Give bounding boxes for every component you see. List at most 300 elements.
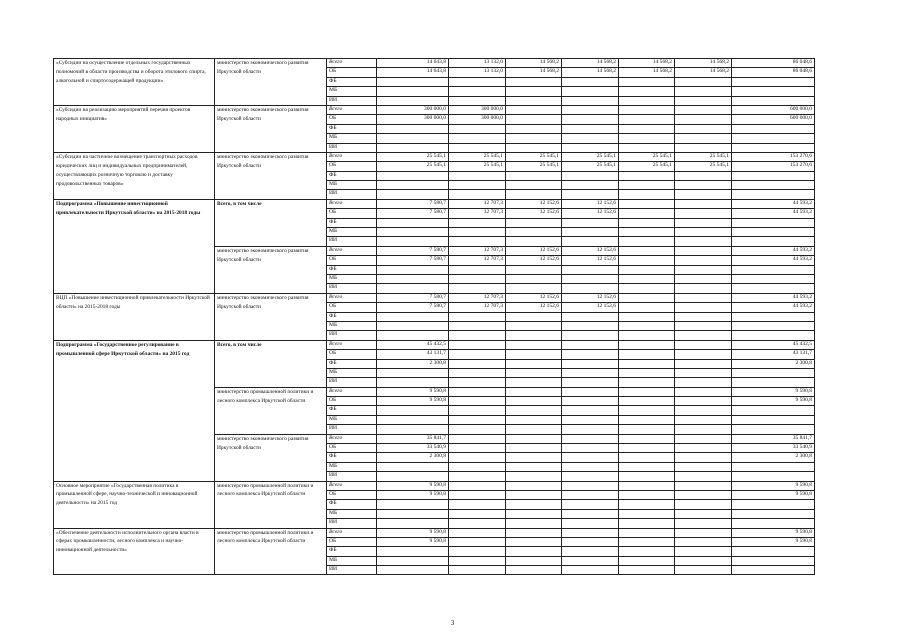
value-cell bbox=[619, 490, 675, 499]
source-type-cell: ОБ bbox=[327, 444, 377, 453]
value-cell bbox=[562, 566, 619, 575]
source-type-cell: ФБ bbox=[327, 312, 377, 321]
value-cell: 14 568,2 bbox=[562, 59, 619, 68]
total-cell bbox=[732, 547, 815, 556]
value-cell bbox=[562, 190, 619, 199]
value-cell bbox=[562, 378, 619, 387]
value-cell: 300 000,0 bbox=[377, 105, 449, 114]
value-cell bbox=[506, 453, 562, 462]
value-cell bbox=[449, 519, 506, 528]
value-cell bbox=[377, 462, 449, 471]
value-cell bbox=[562, 406, 619, 415]
value-cell bbox=[562, 519, 619, 528]
source-type-cell: МБ bbox=[327, 228, 377, 237]
responsible-cell: министерство промышленной политики и лесного комплекса Иркутской области bbox=[215, 387, 327, 434]
source-type-cell: МБ bbox=[327, 415, 377, 424]
value-cell bbox=[506, 228, 562, 237]
value-cell bbox=[562, 274, 619, 283]
total-cell: 9 590,8 bbox=[732, 528, 815, 537]
total-cell bbox=[732, 556, 815, 565]
value-cell bbox=[675, 190, 732, 199]
value-cell bbox=[675, 397, 732, 406]
responsible-cell: Всего, в том числе bbox=[215, 199, 327, 246]
value-cell: 35 841,7 bbox=[377, 434, 449, 443]
value-cell bbox=[449, 87, 506, 96]
value-cell bbox=[449, 566, 506, 575]
source-type-cell: Всего bbox=[327, 293, 377, 302]
value-cell bbox=[506, 237, 562, 246]
table-row bbox=[54, 528, 815, 537]
value-cell bbox=[675, 181, 732, 190]
value-cell bbox=[449, 415, 506, 424]
source-type-cell: ФБ bbox=[327, 359, 377, 368]
budget-table bbox=[53, 58, 815, 575]
value-cell: 12 707,3 bbox=[449, 209, 506, 218]
value-cell bbox=[675, 265, 732, 274]
value-cell bbox=[377, 556, 449, 565]
value-cell: 7 580,7 bbox=[377, 293, 449, 302]
total-cell bbox=[732, 237, 815, 246]
value-cell: 13 132,0 bbox=[449, 59, 506, 68]
value-cell bbox=[562, 228, 619, 237]
value-cell bbox=[377, 472, 449, 481]
value-cell bbox=[506, 312, 562, 321]
value-cell: 7 580,7 bbox=[377, 256, 449, 265]
value-cell bbox=[619, 274, 675, 283]
value-cell bbox=[675, 331, 732, 340]
value-cell bbox=[506, 462, 562, 471]
source-type-cell: ИИ bbox=[327, 284, 377, 293]
value-cell: 300 000,0 bbox=[377, 115, 449, 124]
value-cell bbox=[506, 415, 562, 424]
value-cell bbox=[449, 350, 506, 359]
value-cell bbox=[675, 246, 732, 255]
value-cell bbox=[619, 556, 675, 565]
value-cell bbox=[619, 218, 675, 227]
value-cell: 25 545,1 bbox=[506, 162, 562, 171]
total-cell bbox=[732, 124, 815, 133]
value-cell bbox=[675, 199, 732, 208]
value-cell: 12 707,3 bbox=[449, 303, 506, 312]
table-row bbox=[54, 105, 815, 114]
total-cell: 600 000,0 bbox=[732, 115, 815, 124]
value-cell: 13 132,0 bbox=[449, 68, 506, 77]
value-cell bbox=[675, 537, 732, 546]
value-cell bbox=[675, 171, 732, 180]
value-cell bbox=[449, 387, 506, 396]
value-cell bbox=[449, 406, 506, 415]
responsible-cell: министерство экономического развития Иркутской области bbox=[215, 434, 327, 481]
value-cell: 45 432,5 bbox=[377, 340, 449, 349]
value-cell bbox=[562, 340, 619, 349]
value-cell bbox=[675, 115, 732, 124]
source-type-cell: ФБ bbox=[327, 124, 377, 133]
value-cell bbox=[377, 425, 449, 434]
value-cell: 12 152,6 bbox=[562, 199, 619, 208]
total-cell bbox=[732, 181, 815, 190]
value-cell: 9 590,8 bbox=[377, 528, 449, 537]
value-cell bbox=[562, 490, 619, 499]
source-type-cell: ИИ bbox=[327, 331, 377, 340]
value-cell bbox=[449, 444, 506, 453]
source-type-cell: ИИ bbox=[327, 425, 377, 434]
value-cell: 9 590,8 bbox=[377, 387, 449, 396]
value-cell bbox=[449, 284, 506, 293]
value-cell bbox=[675, 134, 732, 143]
value-cell bbox=[675, 462, 732, 471]
value-cell bbox=[449, 359, 506, 368]
value-cell bbox=[377, 368, 449, 377]
total-cell: 44 593,2 bbox=[732, 199, 815, 208]
value-cell bbox=[619, 415, 675, 424]
page-number: 3 bbox=[450, 619, 455, 627]
value-cell bbox=[377, 274, 449, 283]
value-cell bbox=[619, 359, 675, 368]
value-cell bbox=[449, 378, 506, 387]
value-cell bbox=[377, 181, 449, 190]
value-cell bbox=[449, 490, 506, 499]
value-cell: 300 000,0 bbox=[449, 105, 506, 114]
program-name-cell: ВЦП «Повышение инвестиционной привлекательности Иркутской области» на 2015-2018 годы bbox=[54, 293, 215, 340]
source-type-cell: ИИ bbox=[327, 566, 377, 575]
value-cell bbox=[449, 171, 506, 180]
value-cell: 14 643,8 bbox=[377, 59, 449, 68]
value-cell bbox=[377, 190, 449, 199]
value-cell bbox=[506, 509, 562, 518]
value-cell bbox=[506, 77, 562, 86]
table-row bbox=[54, 59, 815, 68]
value-cell bbox=[449, 134, 506, 143]
value-cell bbox=[675, 284, 732, 293]
value-cell bbox=[377, 500, 449, 509]
value-cell bbox=[506, 368, 562, 377]
value-cell bbox=[506, 537, 562, 546]
total-cell: 9 590,8 bbox=[732, 387, 815, 396]
source-type-cell: ИИ bbox=[327, 190, 377, 199]
value-cell bbox=[377, 96, 449, 105]
total-cell bbox=[732, 331, 815, 340]
value-cell bbox=[619, 228, 675, 237]
value-cell bbox=[506, 96, 562, 105]
value-cell: 12 152,6 bbox=[506, 246, 562, 255]
value-cell bbox=[377, 509, 449, 518]
value-cell bbox=[562, 181, 619, 190]
value-cell bbox=[619, 528, 675, 537]
value-cell bbox=[449, 462, 506, 471]
value-cell bbox=[506, 181, 562, 190]
total-cell bbox=[732, 265, 815, 274]
source-type-cell: Всего bbox=[327, 528, 377, 537]
value-cell bbox=[449, 397, 506, 406]
source-type-cell: МБ bbox=[327, 462, 377, 471]
value-cell bbox=[619, 115, 675, 124]
responsible-cell: министерство экономического развития Иркутской области bbox=[215, 293, 327, 340]
value-cell bbox=[562, 415, 619, 424]
table-row bbox=[54, 340, 815, 349]
value-cell bbox=[675, 406, 732, 415]
total-cell bbox=[732, 96, 815, 105]
value-cell: 12 707,3 bbox=[449, 293, 506, 302]
value-cell bbox=[377, 237, 449, 246]
value-cell bbox=[377, 143, 449, 152]
value-cell bbox=[562, 265, 619, 274]
value-cell bbox=[449, 181, 506, 190]
value-cell bbox=[506, 87, 562, 96]
source-type-cell: ИИ bbox=[327, 96, 377, 105]
total-cell bbox=[732, 378, 815, 387]
value-cell bbox=[377, 378, 449, 387]
value-cell bbox=[506, 265, 562, 274]
program-name-cell: «Субсидии на частичное возмещение транспортных расходов юридических лиц и индивидуальных предпринимателей, осуществляющих розничную торговлю и доставку продовольственных товаров» bbox=[54, 152, 215, 199]
total-cell: 44 593,2 bbox=[732, 256, 815, 265]
value-cell bbox=[377, 331, 449, 340]
value-cell bbox=[619, 321, 675, 330]
value-cell bbox=[377, 312, 449, 321]
value-cell bbox=[675, 547, 732, 556]
value-cell bbox=[619, 331, 675, 340]
total-cell: 44 593,2 bbox=[732, 246, 815, 255]
value-cell bbox=[506, 472, 562, 481]
value-cell: 14 643,8 bbox=[377, 68, 449, 77]
value-cell bbox=[506, 115, 562, 124]
value-cell bbox=[562, 77, 619, 86]
value-cell bbox=[675, 256, 732, 265]
value-cell bbox=[619, 519, 675, 528]
value-cell bbox=[449, 556, 506, 565]
value-cell: 25 545,1 bbox=[377, 162, 449, 171]
value-cell bbox=[675, 321, 732, 330]
source-type-cell: Всего bbox=[327, 59, 377, 68]
value-cell bbox=[675, 444, 732, 453]
value-cell bbox=[619, 265, 675, 274]
total-cell bbox=[732, 406, 815, 415]
value-cell bbox=[562, 96, 619, 105]
value-cell: 9 590,8 bbox=[377, 537, 449, 546]
source-type-cell: МБ bbox=[327, 321, 377, 330]
source-type-cell: ОБ bbox=[327, 303, 377, 312]
source-type-cell: МБ bbox=[327, 509, 377, 518]
total-cell: 45 432,5 bbox=[732, 340, 815, 349]
value-cell bbox=[506, 105, 562, 114]
value-cell bbox=[619, 246, 675, 255]
responsible-cell: министерство экономического развития Иркутской области bbox=[215, 105, 327, 152]
source-type-cell: Всего bbox=[327, 152, 377, 161]
program-name-cell: «Обеспечение деятельности исполнительного органа власти в сферах промышленности, лесного комплекса и научно-инновационной деятельности» bbox=[54, 528, 215, 575]
total-cell bbox=[732, 190, 815, 199]
source-type-cell: Всего bbox=[327, 246, 377, 255]
value-cell bbox=[619, 406, 675, 415]
value-cell bbox=[562, 171, 619, 180]
value-cell bbox=[675, 105, 732, 114]
value-cell bbox=[562, 368, 619, 377]
source-type-cell: МБ bbox=[327, 368, 377, 377]
value-cell bbox=[675, 415, 732, 424]
source-type-cell: Всего bbox=[327, 434, 377, 443]
value-cell bbox=[449, 537, 506, 546]
value-cell bbox=[619, 87, 675, 96]
source-type-cell: ОБ bbox=[327, 115, 377, 124]
source-type-cell: ОБ bbox=[327, 397, 377, 406]
table-row bbox=[54, 293, 815, 302]
value-cell bbox=[377, 171, 449, 180]
value-cell bbox=[675, 77, 732, 86]
total-cell: 44 593,2 bbox=[732, 209, 815, 218]
total-cell: 33 540,9 bbox=[732, 444, 815, 453]
total-cell: 44 593,2 bbox=[732, 303, 815, 312]
source-type-cell: ФБ bbox=[327, 406, 377, 415]
value-cell bbox=[675, 87, 732, 96]
value-cell: 25 545,1 bbox=[506, 152, 562, 161]
value-cell bbox=[619, 171, 675, 180]
value-cell bbox=[562, 472, 619, 481]
value-cell bbox=[562, 556, 619, 565]
source-type-cell: ОБ bbox=[327, 537, 377, 546]
value-cell bbox=[506, 378, 562, 387]
value-cell: 14 568,2 bbox=[675, 68, 732, 77]
value-cell bbox=[619, 500, 675, 509]
total-cell bbox=[732, 134, 815, 143]
total-cell bbox=[732, 218, 815, 227]
value-cell bbox=[675, 96, 732, 105]
value-cell bbox=[619, 256, 675, 265]
total-cell bbox=[732, 274, 815, 283]
value-cell: 12 152,6 bbox=[562, 246, 619, 255]
total-cell bbox=[732, 312, 815, 321]
value-cell bbox=[675, 312, 732, 321]
value-cell bbox=[619, 96, 675, 105]
total-cell: 44 593,2 bbox=[732, 293, 815, 302]
total-cell: 2 300,8 bbox=[732, 453, 815, 462]
value-cell bbox=[562, 537, 619, 546]
value-cell bbox=[562, 444, 619, 453]
value-cell bbox=[675, 218, 732, 227]
value-cell bbox=[675, 500, 732, 509]
value-cell bbox=[506, 397, 562, 406]
total-cell: 43 131,7 bbox=[732, 350, 815, 359]
value-cell bbox=[619, 143, 675, 152]
value-cell bbox=[675, 209, 732, 218]
value-cell bbox=[506, 406, 562, 415]
value-cell bbox=[449, 274, 506, 283]
value-cell bbox=[449, 509, 506, 518]
value-cell bbox=[675, 274, 732, 283]
program-name-cell: Подпрограмма «Повышение инвестиционной привлекательности Иркутской области» на 2015-2018 годы bbox=[54, 199, 215, 293]
source-type-cell: ФБ bbox=[327, 171, 377, 180]
value-cell: 14 568,2 bbox=[675, 59, 732, 68]
value-cell bbox=[449, 190, 506, 199]
value-cell bbox=[449, 228, 506, 237]
value-cell bbox=[675, 378, 732, 387]
value-cell bbox=[562, 321, 619, 330]
source-type-cell: ИИ bbox=[327, 237, 377, 246]
source-type-cell: МБ bbox=[327, 274, 377, 283]
total-cell bbox=[732, 509, 815, 518]
value-cell bbox=[377, 406, 449, 415]
value-cell bbox=[506, 340, 562, 349]
source-type-cell: ФБ bbox=[327, 77, 377, 86]
value-cell bbox=[675, 293, 732, 302]
value-cell bbox=[449, 77, 506, 86]
value-cell bbox=[506, 143, 562, 152]
source-type-cell: ОБ bbox=[327, 350, 377, 359]
value-cell bbox=[449, 340, 506, 349]
table-row bbox=[54, 199, 815, 208]
source-type-cell: ФБ bbox=[327, 453, 377, 462]
source-type-cell: Всего bbox=[327, 481, 377, 490]
value-cell: 7 580,7 bbox=[377, 199, 449, 208]
value-cell bbox=[619, 547, 675, 556]
source-type-cell: ФБ bbox=[327, 547, 377, 556]
value-cell bbox=[619, 284, 675, 293]
value-cell: 14 568,2 bbox=[506, 68, 562, 77]
value-cell bbox=[619, 462, 675, 471]
total-cell: 86 048,6 bbox=[732, 59, 815, 68]
value-cell bbox=[562, 218, 619, 227]
value-cell bbox=[506, 500, 562, 509]
value-cell: 25 545,1 bbox=[675, 162, 732, 171]
source-type-cell: ФБ bbox=[327, 500, 377, 509]
value-cell bbox=[377, 134, 449, 143]
program-name-cell: «Субсидии на реализацию мероприятий перечня проектов народных инициатив» bbox=[54, 105, 215, 152]
value-cell bbox=[449, 265, 506, 274]
value-cell bbox=[562, 350, 619, 359]
value-cell bbox=[562, 425, 619, 434]
value-cell bbox=[562, 547, 619, 556]
value-cell: 12 152,6 bbox=[506, 256, 562, 265]
source-type-cell: ФБ bbox=[327, 218, 377, 227]
total-cell bbox=[732, 368, 815, 377]
value-cell: 14 568,2 bbox=[562, 68, 619, 77]
value-cell bbox=[506, 124, 562, 133]
value-cell bbox=[619, 190, 675, 199]
value-cell bbox=[562, 500, 619, 509]
value-cell bbox=[562, 284, 619, 293]
value-cell bbox=[506, 134, 562, 143]
value-cell bbox=[449, 481, 506, 490]
value-cell bbox=[619, 444, 675, 453]
value-cell bbox=[675, 124, 732, 133]
responsible-cell: министерство экономического развития Иркутской области bbox=[215, 246, 327, 293]
source-type-cell: МБ bbox=[327, 87, 377, 96]
value-cell bbox=[377, 265, 449, 274]
value-cell bbox=[562, 312, 619, 321]
source-type-cell: ИИ bbox=[327, 143, 377, 152]
value-cell: 25 545,1 bbox=[562, 162, 619, 171]
value-cell bbox=[619, 124, 675, 133]
value-cell bbox=[506, 331, 562, 340]
source-type-cell: Всего bbox=[327, 387, 377, 396]
value-cell bbox=[562, 387, 619, 396]
value-cell: 12 152,6 bbox=[506, 199, 562, 208]
value-cell bbox=[506, 425, 562, 434]
value-cell bbox=[619, 340, 675, 349]
value-cell: 33 540,9 bbox=[377, 444, 449, 453]
source-type-cell: МБ bbox=[327, 556, 377, 565]
value-cell bbox=[562, 237, 619, 246]
source-type-cell: ОБ bbox=[327, 256, 377, 265]
value-cell bbox=[449, 425, 506, 434]
total-cell bbox=[732, 462, 815, 471]
value-cell: 25 545,1 bbox=[377, 152, 449, 161]
value-cell bbox=[449, 434, 506, 443]
value-cell: 14 568,2 bbox=[619, 59, 675, 68]
value-cell: 12 152,6 bbox=[506, 293, 562, 302]
value-cell bbox=[619, 368, 675, 377]
value-cell: 25 545,1 bbox=[619, 162, 675, 171]
value-cell bbox=[675, 350, 732, 359]
value-cell bbox=[506, 481, 562, 490]
value-cell bbox=[377, 519, 449, 528]
